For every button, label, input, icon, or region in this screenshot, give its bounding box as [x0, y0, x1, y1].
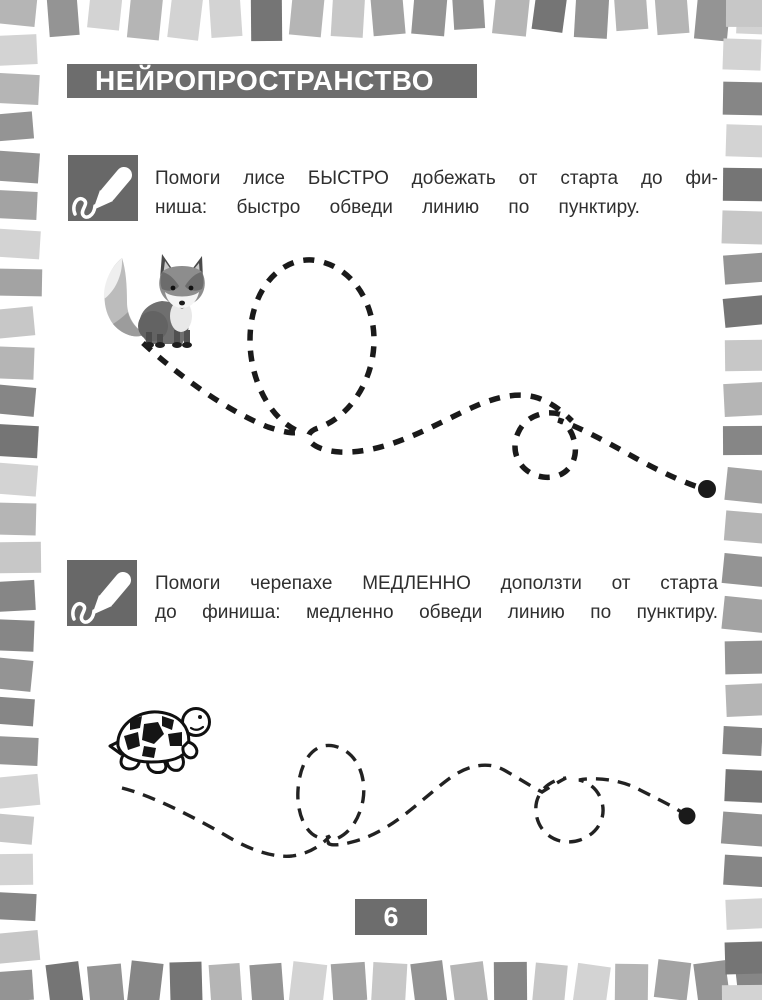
- page-title: НЕЙРОПРОСТРАНСТВО: [67, 64, 477, 98]
- pen-writing-icon: [68, 155, 138, 221]
- task2-line2: до финиша: медленно обведи линию по пунктиру.: [155, 602, 718, 623]
- fox-finish-dot: [698, 480, 716, 498]
- task1-line2: ниша: быстро обведи линию по пунктиру.: [155, 197, 640, 218]
- task1-instructions: [155, 164, 718, 222]
- task2-line1: Помоги черепахе МЕДЛЕННО доползти от старта: [155, 573, 718, 594]
- turtle-finish-dot: [679, 808, 696, 825]
- page-number: 6: [355, 899, 427, 935]
- turtle-illustration: [106, 702, 212, 781]
- fox-trace-path: [143, 260, 698, 487]
- task2-instructions: [155, 569, 718, 627]
- fox-illustration: [98, 252, 210, 353]
- pen-writing-icon: [67, 560, 137, 626]
- task1-line1: Помоги лисе БЫСТРО добежать от старта до фи-: [155, 168, 718, 189]
